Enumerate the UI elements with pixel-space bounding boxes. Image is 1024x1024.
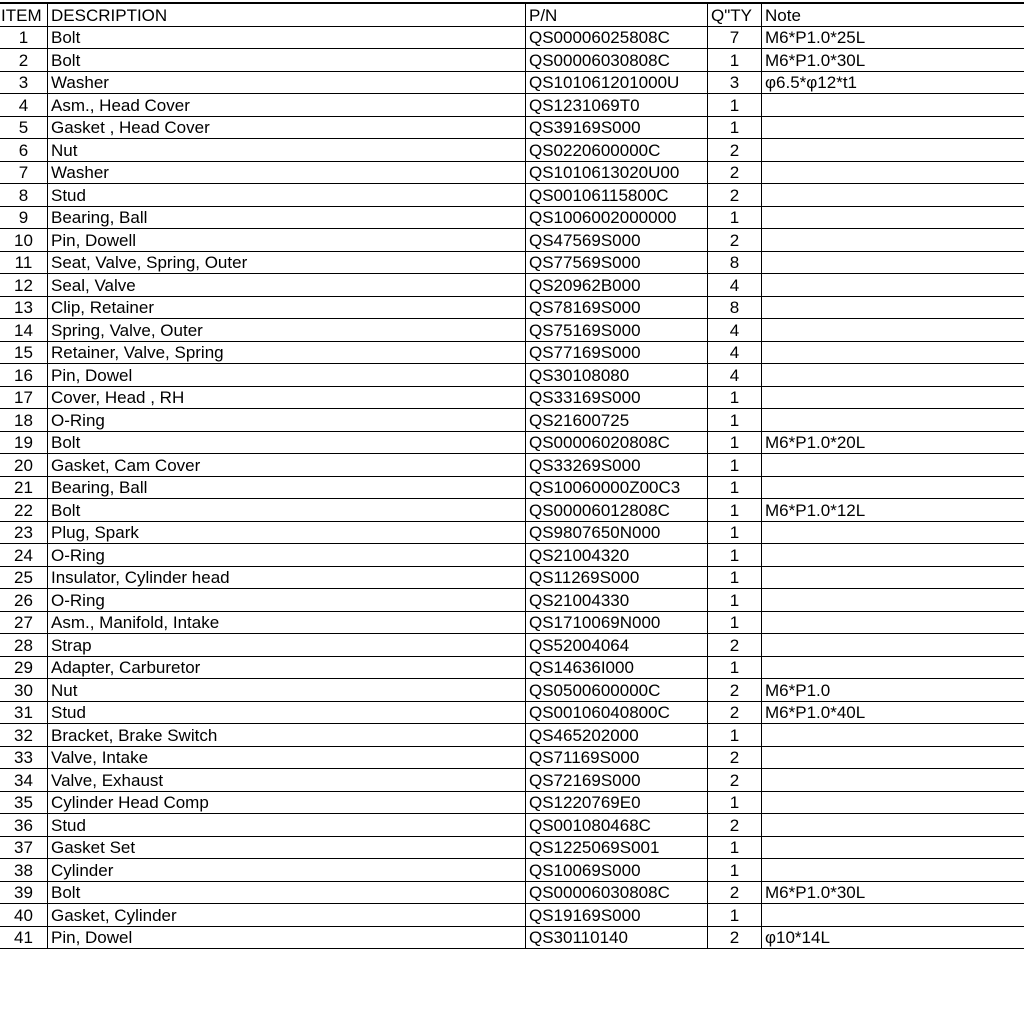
cell-description: Bolt [48, 881, 526, 904]
table-row [0, 319, 1024, 342]
cell-part-number: QS20962B000 [526, 274, 708, 297]
cell-item: 30 [0, 679, 48, 702]
cell-part-number: QS001080468C [526, 814, 708, 837]
cell-part-number: QS0500600000C [526, 679, 708, 702]
cell-description: Pin, Dowel [48, 364, 526, 387]
cell-note [762, 364, 1024, 387]
cell-note [762, 904, 1024, 927]
cell-note [762, 161, 1024, 184]
cell-note [762, 836, 1024, 859]
cell-note [762, 386, 1024, 409]
header-quantity: Q"TY [708, 3, 762, 26]
cell-part-number: QS1010613020U00 [526, 161, 708, 184]
cell-part-number: QS0220600000C [526, 139, 708, 162]
cell-description: Bracket, Brake Switch [48, 724, 526, 747]
cell-description: Cylinder [48, 859, 526, 882]
cell-note [762, 589, 1024, 612]
cell-description: Plug, Spark [48, 521, 526, 544]
table-row [0, 746, 1024, 769]
cell-note: M6*P1.0*30L [762, 881, 1024, 904]
cell-quantity: 1 [708, 859, 762, 882]
cell-item: 3 [0, 71, 48, 94]
cell-quantity: 2 [708, 139, 762, 162]
cell-note [762, 341, 1024, 364]
cell-part-number: QS10069S000 [526, 859, 708, 882]
cell-quantity: 1 [708, 836, 762, 859]
cell-note: M6*P1.0*25L [762, 26, 1024, 49]
cell-part-number: QS10060000Z00C3 [526, 476, 708, 499]
cell-item: 12 [0, 274, 48, 297]
cell-description: O-Ring [48, 544, 526, 567]
cell-item: 36 [0, 814, 48, 837]
cell-note [762, 814, 1024, 837]
cell-item: 15 [0, 341, 48, 364]
cell-note [762, 656, 1024, 679]
cell-quantity: 2 [708, 926, 762, 949]
table-row [0, 206, 1024, 229]
cell-note [762, 229, 1024, 252]
cell-description: Seal, Valve [48, 274, 526, 297]
cell-part-number: QS00006012808C [526, 499, 708, 522]
cell-description: Gasket, Cam Cover [48, 454, 526, 477]
cell-quantity: 1 [708, 94, 762, 117]
table-row [0, 454, 1024, 477]
table-row [0, 859, 1024, 882]
table-row [0, 94, 1024, 117]
table-header-row [0, 3, 1024, 26]
cell-description: Pin, Dowel [48, 926, 526, 949]
cell-quantity: 2 [708, 701, 762, 724]
cell-note: φ6.5*φ12*t1 [762, 71, 1024, 94]
cell-item: 38 [0, 859, 48, 882]
table-row [0, 229, 1024, 252]
cell-note [762, 791, 1024, 814]
table-row [0, 881, 1024, 904]
cell-item: 39 [0, 881, 48, 904]
cell-item: 13 [0, 296, 48, 319]
table-row [0, 814, 1024, 837]
cell-note: M6*P1.0*30L [762, 49, 1024, 72]
cell-item: 11 [0, 251, 48, 274]
cell-item: 14 [0, 319, 48, 342]
cell-item: 40 [0, 904, 48, 927]
cell-part-number: QS00006025808C [526, 26, 708, 49]
cell-quantity: 1 [708, 589, 762, 612]
cell-description: Valve, Intake [48, 746, 526, 769]
cell-note [762, 859, 1024, 882]
cell-note [762, 724, 1024, 747]
cell-quantity: 2 [708, 161, 762, 184]
table-row [0, 499, 1024, 522]
cell-item: 34 [0, 769, 48, 792]
cell-note [762, 566, 1024, 589]
cell-note [762, 409, 1024, 432]
table-row [0, 476, 1024, 499]
table-row [0, 611, 1024, 634]
cell-note [762, 769, 1024, 792]
cell-part-number: QS1220769E0 [526, 791, 708, 814]
cell-part-number: QS00106115800C [526, 184, 708, 207]
cell-item: 21 [0, 476, 48, 499]
cell-note [762, 274, 1024, 297]
table-row [0, 386, 1024, 409]
cell-item: 8 [0, 184, 48, 207]
cell-part-number: QS21600725 [526, 409, 708, 432]
cell-description: Spring, Valve, Outer [48, 319, 526, 342]
cell-description: Gasket Set [48, 836, 526, 859]
cell-part-number: QS1006002000000 [526, 206, 708, 229]
cell-quantity: 1 [708, 409, 762, 432]
cell-description: Adapter, Carburetor [48, 656, 526, 679]
cell-item: 5 [0, 116, 48, 139]
cell-note [762, 634, 1024, 657]
table-row [0, 341, 1024, 364]
cell-item: 32 [0, 724, 48, 747]
cell-quantity: 4 [708, 341, 762, 364]
cell-description: O-Ring [48, 409, 526, 432]
table-row [0, 364, 1024, 387]
cell-quantity: 1 [708, 791, 762, 814]
table-row [0, 71, 1024, 94]
cell-item: 37 [0, 836, 48, 859]
cell-item: 20 [0, 454, 48, 477]
table-row [0, 926, 1024, 949]
cell-description: Strap [48, 634, 526, 657]
cell-note [762, 746, 1024, 769]
cell-item: 18 [0, 409, 48, 432]
cell-item: 4 [0, 94, 48, 117]
cell-quantity: 2 [708, 679, 762, 702]
cell-description: Cover, Head , RH [48, 386, 526, 409]
cell-item: 31 [0, 701, 48, 724]
cell-quantity: 3 [708, 71, 762, 94]
cell-item: 1 [0, 26, 48, 49]
cell-quantity: 4 [708, 319, 762, 342]
cell-description: Stud [48, 701, 526, 724]
cell-part-number: QS71169S000 [526, 746, 708, 769]
cell-note [762, 184, 1024, 207]
cell-item: 25 [0, 566, 48, 589]
cell-note: M6*P1.0 [762, 679, 1024, 702]
cell-note [762, 296, 1024, 319]
cell-part-number: QS39169S000 [526, 116, 708, 139]
table-row [0, 836, 1024, 859]
cell-description: Clip, Retainer [48, 296, 526, 319]
cell-quantity: 1 [708, 611, 762, 634]
cell-quantity: 2 [708, 746, 762, 769]
cell-description: Stud [48, 184, 526, 207]
cell-part-number: QS1710069N000 [526, 611, 708, 634]
cell-item: 16 [0, 364, 48, 387]
table-row [0, 904, 1024, 927]
table-row [0, 251, 1024, 274]
cell-quantity: 1 [708, 544, 762, 567]
table-row [0, 184, 1024, 207]
cell-description: Bearing, Ball [48, 476, 526, 499]
cell-quantity: 4 [708, 274, 762, 297]
cell-note [762, 611, 1024, 634]
table-row [0, 274, 1024, 297]
cell-description: Asm., Head Cover [48, 94, 526, 117]
cell-description: Cylinder Head Comp [48, 791, 526, 814]
cell-quantity: 8 [708, 251, 762, 274]
cell-item: 2 [0, 49, 48, 72]
cell-quantity: 7 [708, 26, 762, 49]
cell-part-number: QS19169S000 [526, 904, 708, 927]
cell-note [762, 116, 1024, 139]
table-row [0, 769, 1024, 792]
cell-part-number: QS52004064 [526, 634, 708, 657]
cell-quantity: 2 [708, 229, 762, 252]
cell-quantity: 1 [708, 476, 762, 499]
cell-part-number: QS30108080 [526, 364, 708, 387]
cell-quantity: 1 [708, 206, 762, 229]
cell-item: 29 [0, 656, 48, 679]
header-note: Note [762, 3, 1024, 26]
cell-quantity: 2 [708, 881, 762, 904]
header-description: DESCRIPTION [48, 3, 526, 26]
cell-part-number: QS33169S000 [526, 386, 708, 409]
cell-item: 24 [0, 544, 48, 567]
cell-item: 28 [0, 634, 48, 657]
cell-note [762, 454, 1024, 477]
cell-part-number: QS75169S000 [526, 319, 708, 342]
cell-note: φ10*14L [762, 926, 1024, 949]
cell-part-number: QS101061201000U [526, 71, 708, 94]
cell-description: Insulator, Cylinder head [48, 566, 526, 589]
cell-part-number: QS00106040800C [526, 701, 708, 724]
cell-item: 10 [0, 229, 48, 252]
table-row [0, 296, 1024, 319]
cell-description: Gasket , Head Cover [48, 116, 526, 139]
cell-part-number: QS00006030808C [526, 881, 708, 904]
table-row [0, 656, 1024, 679]
cell-description: Bolt [48, 26, 526, 49]
cell-item: 23 [0, 521, 48, 544]
cell-item: 33 [0, 746, 48, 769]
cell-part-number: QS00006030808C [526, 49, 708, 72]
cell-quantity: 1 [708, 116, 762, 139]
cell-note: M6*P1.0*20L [762, 431, 1024, 454]
cell-note [762, 94, 1024, 117]
cell-part-number: QS21004320 [526, 544, 708, 567]
cell-note [762, 319, 1024, 342]
cell-note: M6*P1.0*12L [762, 499, 1024, 522]
cell-description: Bearing, Ball [48, 206, 526, 229]
cell-part-number: QS14636I000 [526, 656, 708, 679]
table-row [0, 791, 1024, 814]
cell-quantity: 1 [708, 49, 762, 72]
cell-part-number: QS30110140 [526, 926, 708, 949]
cell-item: 22 [0, 499, 48, 522]
table-row [0, 634, 1024, 657]
cell-quantity: 4 [708, 364, 762, 387]
cell-description: Stud [48, 814, 526, 837]
cell-description: Bolt [48, 499, 526, 522]
cell-quantity: 1 [708, 566, 762, 589]
cell-part-number: QS1225069S001 [526, 836, 708, 859]
table-row [0, 49, 1024, 72]
cell-quantity: 1 [708, 656, 762, 679]
cell-item: 19 [0, 431, 48, 454]
cell-part-number: QS77569S000 [526, 251, 708, 274]
cell-description: Seat, Valve, Spring, Outer [48, 251, 526, 274]
table-row [0, 724, 1024, 747]
header-part-number: P/N [526, 3, 708, 26]
cell-description: Pin, Dowell [48, 229, 526, 252]
cell-description: Bolt [48, 431, 526, 454]
cell-quantity: 1 [708, 904, 762, 927]
cell-quantity: 2 [708, 634, 762, 657]
table-row [0, 521, 1024, 544]
cell-quantity: 2 [708, 814, 762, 837]
cell-part-number: QS1231069T0 [526, 94, 708, 117]
cell-part-number: QS78169S000 [526, 296, 708, 319]
cell-part-number: QS465202000 [526, 724, 708, 747]
table-row [0, 566, 1024, 589]
cell-note: M6*P1.0*40L [762, 701, 1024, 724]
cell-note [762, 206, 1024, 229]
table-row [0, 431, 1024, 454]
cell-note [762, 521, 1024, 544]
table-row [0, 701, 1024, 724]
table-row [0, 589, 1024, 612]
cell-quantity: 1 [708, 521, 762, 544]
cell-part-number: QS9807650N000 [526, 521, 708, 544]
cell-description: Valve, Exhaust [48, 769, 526, 792]
cell-description: Asm., Manifold, Intake [48, 611, 526, 634]
cell-item: 27 [0, 611, 48, 634]
cell-description: Retainer, Valve, Spring [48, 341, 526, 364]
table-row [0, 26, 1024, 49]
table-row [0, 544, 1024, 567]
table-body [0, 26, 1024, 949]
cell-description: Gasket, Cylinder [48, 904, 526, 927]
cell-quantity: 1 [708, 499, 762, 522]
cell-part-number: QS72169S000 [526, 769, 708, 792]
cell-part-number: QS21004330 [526, 589, 708, 612]
cell-description: Nut [48, 679, 526, 702]
cell-part-number: QS47569S000 [526, 229, 708, 252]
parts-list-table [0, 2, 1024, 949]
cell-description: Washer [48, 71, 526, 94]
cell-quantity: 2 [708, 184, 762, 207]
table-row [0, 409, 1024, 432]
cell-note [762, 139, 1024, 162]
cell-description: Bolt [48, 49, 526, 72]
cell-quantity: 1 [708, 386, 762, 409]
cell-item: 26 [0, 589, 48, 612]
cell-quantity: 1 [708, 724, 762, 747]
table-row [0, 139, 1024, 162]
cell-item: 41 [0, 926, 48, 949]
cell-item: 9 [0, 206, 48, 229]
table-row [0, 116, 1024, 139]
cell-note [762, 544, 1024, 567]
cell-description: O-Ring [48, 589, 526, 612]
cell-note [762, 251, 1024, 274]
cell-quantity: 8 [708, 296, 762, 319]
cell-item: 35 [0, 791, 48, 814]
cell-item: 7 [0, 161, 48, 184]
cell-description: Nut [48, 139, 526, 162]
cell-quantity: 1 [708, 431, 762, 454]
cell-quantity: 1 [708, 454, 762, 477]
cell-note [762, 476, 1024, 499]
table-row [0, 679, 1024, 702]
header-item: ITEM [0, 3, 48, 26]
cell-item: 17 [0, 386, 48, 409]
table-row [0, 161, 1024, 184]
cell-item: 6 [0, 139, 48, 162]
cell-part-number: QS00006020808C [526, 431, 708, 454]
cell-part-number: QS77169S000 [526, 341, 708, 364]
cell-quantity: 2 [708, 769, 762, 792]
cell-part-number: QS33269S000 [526, 454, 708, 477]
cell-part-number: QS11269S000 [526, 566, 708, 589]
cell-description: Washer [48, 161, 526, 184]
